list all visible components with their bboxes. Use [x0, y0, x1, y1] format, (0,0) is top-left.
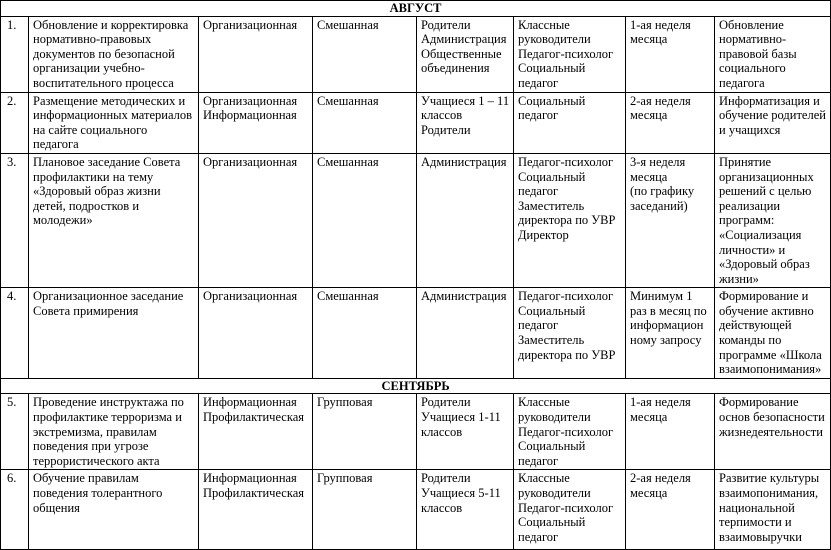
- table-row: [1, 470, 831, 550]
- term-cell: 2-ая неделя месяца: [626, 470, 715, 550]
- participants-cell: Администрация: [417, 153, 514, 287]
- result-cell: Информатизация и обучение родителей и учащихся: [715, 92, 831, 153]
- month-row: [1, 378, 831, 394]
- row-number: 6.: [1, 470, 29, 550]
- responsible-cell: Педагог-психолог Социальный педагог Заместитель директора по УВР Директор: [514, 153, 626, 287]
- participants-cell: Учащиеся 1 – 11 классов Родители: [417, 92, 514, 153]
- responsible-cell: Классные руководители Педагог-психолог Социальный педагог: [514, 470, 626, 550]
- table-row: [1, 92, 831, 153]
- month-title: АВГУСТ: [1, 1, 831, 17]
- form-cell: Смешанная: [313, 92, 417, 153]
- row-number: 1.: [1, 16, 29, 92]
- activity-cell: Размещение методических и информационных материалов на сайте социального педагога: [29, 92, 199, 153]
- month-row: [1, 1, 831, 17]
- row-number: 5.: [1, 394, 29, 470]
- result-cell: Принятие организационных решений с целью реализации программ: «Социализация личности» и «Здоровый образ жизни»: [715, 153, 831, 287]
- participants-cell: Родители Учащиеся 5-11 классов: [417, 470, 514, 550]
- type-cell: Информационная Профилактическая: [199, 394, 313, 470]
- result-cell: Формирование основ безопасности жизнедеятельности: [715, 394, 831, 470]
- responsible-cell: Педагог-психолог Социальный педагог Заместитель директора по УВР: [514, 288, 626, 379]
- type-cell: Организационная: [199, 288, 313, 379]
- table-row: [1, 288, 831, 379]
- form-cell: Смешанная: [313, 153, 417, 287]
- form-cell: Групповая: [313, 470, 417, 550]
- term-cell: 1-ая неделя месяца: [626, 16, 715, 92]
- result-cell: Развитие культуры взаимопонимания, национальной терпимости и взаимовыручки: [715, 470, 831, 550]
- type-cell: Организационная: [199, 16, 313, 92]
- row-number: 3.: [1, 153, 29, 287]
- row-number: 2.: [1, 92, 29, 153]
- activity-cell: Обновление и корректировка нормативно-правовых документов по безопасной организации учебно-воспитательного процесса: [29, 16, 199, 92]
- table-row: [1, 394, 831, 470]
- table-row: [1, 153, 831, 287]
- responsible-cell: Классные руководители Педагог-психолог Социальный педагог: [514, 394, 626, 470]
- term-cell: 1-ая неделя месяца: [626, 394, 715, 470]
- activity-cell: Плановое заседание Совета профилактики на тему «Здоровый образ жизни детей, подростков и молодежи»: [29, 153, 199, 287]
- activity-cell: Обучение правилам поведения толерантного общения: [29, 470, 199, 550]
- participants-cell: Администрация: [417, 288, 514, 379]
- term-cell: 3-я неделя месяца (по графику заседаний): [626, 153, 715, 287]
- responsible-cell: Социальный педагог: [514, 92, 626, 153]
- activity-cell: Проведение инструктажа по профилактике терроризма и экстремизма, правилам поведения при угрозе террористического акта: [29, 394, 199, 470]
- table-row: [1, 16, 831, 92]
- participants-cell: Родители Администрация Общественные объединения: [417, 16, 514, 92]
- result-cell: Формирование и обучение активно действующей команды по программе «Школа взаимопонимания»: [715, 288, 831, 379]
- responsible-cell: Классные руководители Педагог-психолог Социальный педагог: [514, 16, 626, 92]
- term-cell: 2-ая неделя месяца: [626, 92, 715, 153]
- row-number: 4.: [1, 288, 29, 379]
- type-cell: Организационная: [199, 153, 313, 287]
- type-cell: Информационная Профилактическая: [199, 470, 313, 550]
- term-cell: Минимум 1 раз в месяц по информацион ному запросу: [626, 288, 715, 379]
- form-cell: Смешанная: [313, 288, 417, 379]
- participants-cell: Родители Учащиеся 1-11 классов: [417, 394, 514, 470]
- form-cell: Групповая: [313, 394, 417, 470]
- activity-cell: Организационное заседание Совета примирения: [29, 288, 199, 379]
- form-cell: Смешанная: [313, 16, 417, 92]
- type-cell: Организационная Информационная: [199, 92, 313, 153]
- result-cell: Обновление нормативно-правовой базы социального педагога: [715, 16, 831, 92]
- month-title: СЕНТЯБРЬ: [1, 378, 831, 394]
